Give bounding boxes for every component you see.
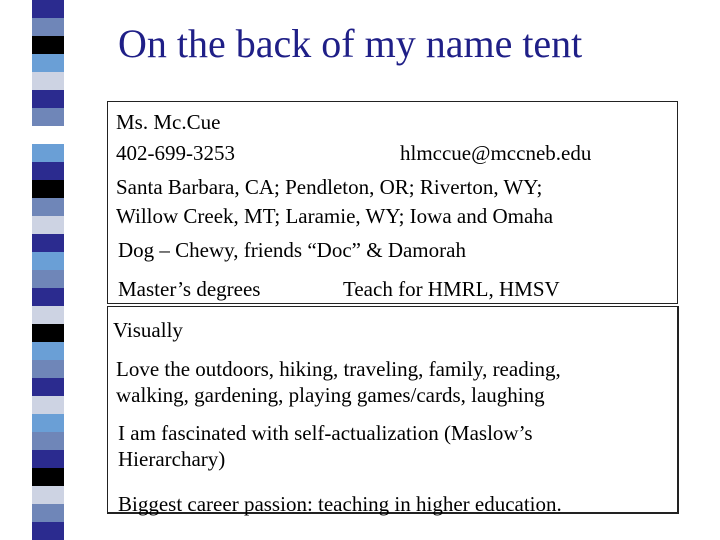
stripe-square	[32, 144, 64, 162]
stripe-square	[32, 198, 64, 216]
stripe-square	[32, 360, 64, 378]
stripe-square	[32, 90, 64, 108]
degrees-text: Master’s degrees	[118, 277, 261, 301]
slide-title: On the back of my name tent	[118, 21, 583, 66]
stripe-square	[32, 342, 64, 360]
stripe-square	[32, 468, 64, 486]
interests-line-2: walking, gardening, playing games/cards, laughing	[116, 383, 545, 407]
stripe-square	[32, 522, 64, 540]
decorative-stripe	[32, 0, 64, 540]
stripe-square	[32, 234, 64, 252]
phone-text: 402-699-3253	[116, 141, 235, 165]
stripe-square	[32, 414, 64, 432]
places-line-1: Santa Barbara, CA; Pendleton, OR; Riverton, WY;	[116, 175, 543, 199]
fascination-line-2: Hierarchary)	[118, 447, 226, 471]
stripe-square	[32, 288, 64, 306]
interests-line-1: Love the outdoors, hiking, traveling, family, reading,	[116, 357, 561, 381]
stripe-square	[32, 54, 64, 72]
learning-style-text: Visually	[113, 318, 183, 342]
stripe-square	[32, 378, 64, 396]
email-text: hlmccue@mccneb.edu	[400, 141, 592, 165]
career-passion-text: Biggest career passion: teaching in higher education.	[118, 492, 562, 516]
stripe-square	[32, 252, 64, 270]
name-text: Ms. Mc.Cue	[116, 110, 221, 134]
teaching-text: Teach for HMRL, HMSV	[343, 277, 560, 301]
stripe-square	[32, 72, 64, 90]
stripe-square	[32, 486, 64, 504]
stripe-square	[32, 180, 64, 198]
fascination-line-1: I am fascinated with self-actualization (Maslow’s	[118, 421, 533, 445]
stripe-square	[32, 216, 64, 234]
interests-box	[107, 306, 679, 514]
stripe-square	[32, 36, 64, 54]
stripe-square	[32, 126, 64, 144]
stripe-square	[32, 18, 64, 36]
stripe-square	[32, 0, 64, 18]
places-line-2: Willow Creek, MT; Laramie, WY; Iowa and Omaha	[116, 204, 554, 228]
stripe-square	[32, 450, 64, 468]
stripe-square	[32, 324, 64, 342]
stripe-square	[32, 432, 64, 450]
stripe-square	[32, 306, 64, 324]
stripe-square	[32, 108, 64, 126]
stripe-square	[32, 396, 64, 414]
stripe-square	[32, 504, 64, 522]
pets-text: Dog – Chewy, friends “Doc” & Damorah	[118, 238, 466, 262]
stripe-square	[32, 162, 64, 180]
stripe-square	[32, 270, 64, 288]
